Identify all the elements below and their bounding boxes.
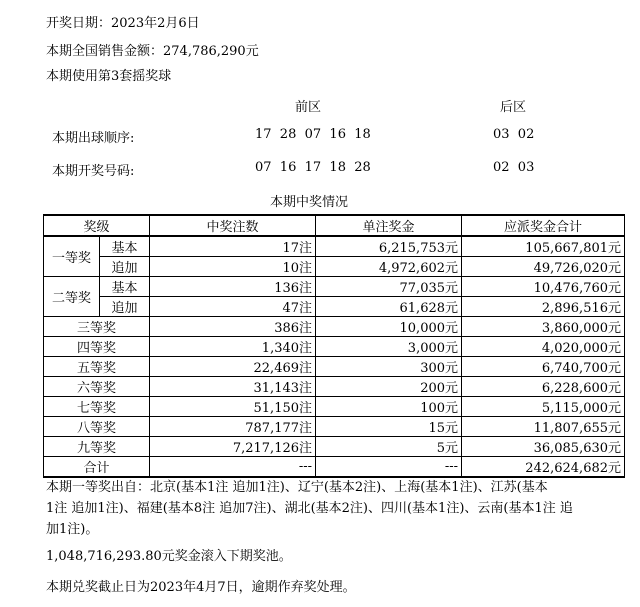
total-prize: 2,896,516元 xyxy=(462,297,625,317)
prize-table xyxy=(43,214,625,478)
table-row xyxy=(44,437,625,457)
rollover-note: 1,048,716,293.80元奖金滚入下期奖池。 xyxy=(46,549,292,564)
back-zone-header: 后区 xyxy=(500,100,527,115)
front-zone-header: 前区 xyxy=(295,100,322,115)
winning-numbers-front: 07 16 17 18 28 xyxy=(255,160,371,175)
table-row xyxy=(44,297,625,317)
level-name: 四等奖 xyxy=(44,337,150,357)
sub-type: 基本 xyxy=(100,236,150,257)
draw-order-label: 本期出球顺序: xyxy=(52,131,135,146)
table-row xyxy=(44,357,625,377)
win-count: 10注 xyxy=(150,257,316,277)
unit-prize: 10,000元 xyxy=(316,317,462,337)
winners-note-line2: 1注 追加1注)、福建(基本8注 追加7注)、湖北(基本2注)、四川(基本1注)、云南(基本1注 追 xyxy=(46,501,573,516)
total-prize: 105,667,801元 xyxy=(462,236,625,257)
table-header-row xyxy=(44,215,625,236)
draw-date: 开奖日期：2023年2月6日 xyxy=(46,16,200,31)
win-count: 31,143注 xyxy=(150,377,316,397)
level-name: 七等奖 xyxy=(44,397,150,417)
table-row xyxy=(44,397,625,417)
unit-prize: 61,628元 xyxy=(316,297,462,317)
level-name: 一等奖 xyxy=(44,236,100,277)
table-row xyxy=(44,317,625,337)
total-prize: 10,476,760元 xyxy=(462,277,625,297)
unit-prize: 200元 xyxy=(316,377,462,397)
header-prize: 单注奖金 xyxy=(316,215,462,236)
table-row xyxy=(44,257,625,277)
total-prize: 4,020,000元 xyxy=(462,337,625,357)
sum-total: 242,624,682元 xyxy=(462,457,625,478)
table-row xyxy=(44,236,625,257)
deadline-note: 本期兑奖截止日为2023年4月7日，逾期作弃奖处理。 xyxy=(46,580,356,595)
table-sum-row xyxy=(44,457,625,478)
unit-prize: 3,000元 xyxy=(316,337,462,357)
sub-type: 基本 xyxy=(100,277,150,297)
header-level: 奖级 xyxy=(44,215,150,236)
sales-amount: 本期全国销售金额：274,786,290元 xyxy=(46,44,259,59)
total-prize: 6,228,600元 xyxy=(462,377,625,397)
table-row xyxy=(44,377,625,397)
level-name: 五等奖 xyxy=(44,357,150,377)
sum-label: 合计 xyxy=(44,457,150,478)
level-name: 八等奖 xyxy=(44,417,150,437)
winners-note-line3: 加1注)。 xyxy=(46,522,99,537)
table-row xyxy=(44,277,625,297)
unit-prize: 5元 xyxy=(316,437,462,457)
draw-order-back: 03 02 xyxy=(493,127,535,142)
table-row xyxy=(44,337,625,357)
level-name: 六等奖 xyxy=(44,377,150,397)
total-prize: 3,860,000元 xyxy=(462,317,625,337)
win-count: 7,217,126注 xyxy=(150,437,316,457)
level-name: 三等奖 xyxy=(44,317,150,337)
total-prize: 11,807,655元 xyxy=(462,417,625,437)
unit-prize: 15元 xyxy=(316,417,462,437)
sum-prize: --- xyxy=(316,457,462,478)
draw-order-front: 17 28 07 16 18 xyxy=(255,127,371,142)
total-prize: 49,726,020元 xyxy=(462,257,625,277)
win-count: 787,177注 xyxy=(150,417,316,437)
table-row xyxy=(44,417,625,437)
sum-count: --- xyxy=(150,457,316,478)
total-prize: 6,740,700元 xyxy=(462,357,625,377)
winners-note-line1: 本期一等奖出自：北京(基本1注 追加1注)、辽宁(基本2注)、上海(基本1注)、江苏(基本 xyxy=(46,480,548,495)
sub-type: 追加 xyxy=(100,297,150,317)
ball-set: 本期使用第3套摇奖球 xyxy=(46,69,172,84)
win-count: 47注 xyxy=(150,297,316,317)
total-prize: 5,115,000元 xyxy=(462,397,625,417)
header-count: 中奖注数 xyxy=(150,215,316,236)
winning-numbers-back: 02 03 xyxy=(493,160,535,175)
win-count: 136注 xyxy=(150,277,316,297)
unit-prize: 4,972,602元 xyxy=(316,257,462,277)
total-prize: 36,085,630元 xyxy=(462,437,625,457)
level-name: 二等奖 xyxy=(44,277,100,317)
unit-prize: 6,215,753元 xyxy=(316,236,462,257)
win-count: 386注 xyxy=(150,317,316,337)
win-count: 51,150注 xyxy=(150,397,316,417)
level-name: 九等奖 xyxy=(44,437,150,457)
win-count: 17注 xyxy=(150,236,316,257)
win-count: 22,469注 xyxy=(150,357,316,377)
winning-numbers-label: 本期开奖号码: xyxy=(52,164,135,179)
header-total: 应派奖金合计 xyxy=(462,215,625,236)
win-count: 1,340注 xyxy=(150,337,316,357)
sub-type: 追加 xyxy=(100,257,150,277)
unit-prize: 100元 xyxy=(316,397,462,417)
unit-prize: 77,035元 xyxy=(316,277,462,297)
prize-table-title: 本期中奖情况 xyxy=(270,195,349,210)
unit-prize: 300元 xyxy=(316,357,462,377)
